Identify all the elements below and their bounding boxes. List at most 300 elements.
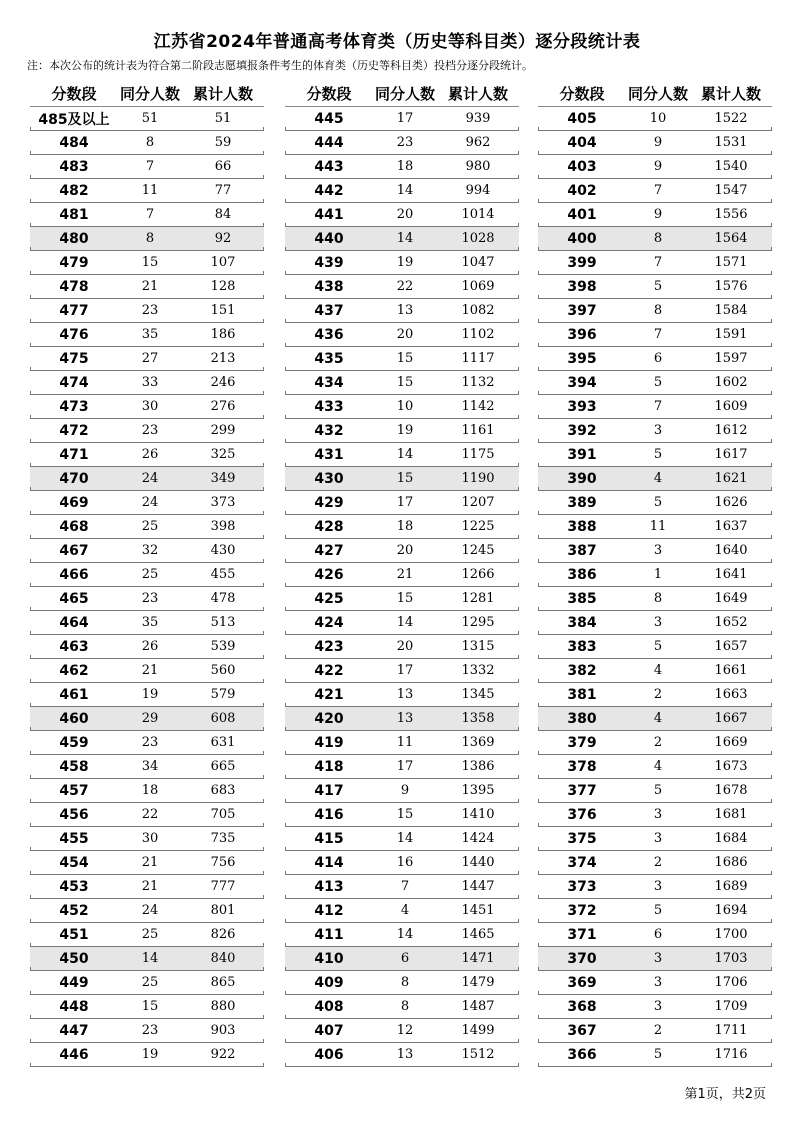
cumulative-cell: 299 [210, 423, 236, 438]
table-row [30, 611, 264, 635]
same-count-cell: 20 [396, 327, 414, 342]
same-count-cell: 23 [141, 1023, 159, 1038]
table-row [285, 779, 519, 803]
same-count-cell: 4 [653, 471, 663, 486]
same-count-cell: 19 [141, 687, 159, 702]
table-row [30, 203, 264, 227]
score-cell: 433 [314, 398, 344, 415]
same-count-cell: 18 [396, 159, 414, 174]
score-cell: 395 [567, 350, 597, 367]
cumulative-cell: 1424 [461, 831, 495, 846]
table-row [30, 731, 264, 755]
cumulative-cell: 1225 [461, 519, 495, 534]
score-cell: 477 [59, 302, 89, 319]
cumulative-cell: 1709 [714, 999, 748, 1014]
score-cell: 384 [567, 614, 597, 631]
table-row [285, 923, 519, 947]
score-cell: 457 [59, 782, 89, 799]
same-count-cell: 9 [653, 135, 663, 150]
table-row [285, 563, 519, 587]
same-count-cell: 2 [653, 735, 663, 750]
cumulative-cell: 1652 [714, 615, 748, 630]
cumulative-cell: 683 [210, 783, 236, 798]
table-row [30, 1019, 264, 1043]
score-cell: 385 [567, 590, 597, 607]
header-same-count: 同分人数 [627, 84, 688, 103]
same-count-cell: 17 [396, 663, 414, 678]
score-cell: 379 [567, 734, 597, 751]
same-count-cell: 3 [653, 807, 663, 822]
score-cell: 371 [567, 926, 597, 943]
cumulative-cell: 1161 [461, 423, 495, 438]
table-row [285, 851, 519, 875]
score-cell: 440 [314, 230, 344, 247]
table-column-2 [285, 80, 519, 1067]
score-cell: 459 [59, 734, 89, 751]
cumulative-cell: 1451 [461, 903, 495, 918]
cumulative-cell: 1673 [714, 759, 748, 774]
cumulative-cell: 213 [210, 351, 236, 366]
same-count-cell: 6 [653, 351, 663, 366]
cumulative-cell: 1576 [714, 279, 748, 294]
same-count-cell: 8 [653, 303, 663, 318]
same-count-cell: 5 [653, 903, 663, 918]
score-cell: 436 [314, 326, 344, 343]
cumulative-cell: 1332 [461, 663, 495, 678]
table-row [538, 635, 772, 659]
cumulative-cell: 1584 [714, 303, 748, 318]
table-column-1 [30, 80, 264, 1067]
same-count-cell: 10 [649, 111, 667, 126]
same-count-cell: 6 [653, 927, 663, 942]
same-count-cell: 27 [141, 351, 159, 366]
same-count-cell: 14 [141, 951, 159, 966]
table-row [285, 587, 519, 611]
score-cell: 448 [59, 998, 89, 1015]
cumulative-cell: 756 [210, 855, 236, 870]
score-cell: 419 [314, 734, 344, 751]
score-cell: 416 [314, 806, 344, 823]
table-row [538, 803, 772, 827]
cumulative-cell: 1689 [714, 879, 748, 894]
same-count-cell: 17 [396, 111, 414, 126]
cumulative-cell: 1540 [714, 159, 748, 174]
same-count-cell: 1 [653, 567, 663, 582]
score-cell: 409 [314, 974, 344, 991]
cumulative-cell: 962 [465, 135, 491, 150]
same-count-cell: 30 [141, 399, 159, 414]
cumulative-cell: 84 [214, 207, 232, 222]
same-count-cell: 14 [396, 231, 414, 246]
table-row [30, 179, 264, 203]
same-count-cell: 11 [396, 735, 414, 750]
score-cell: 441 [314, 206, 344, 223]
score-cell: 432 [314, 422, 344, 439]
cumulative-cell: 1512 [461, 1047, 495, 1062]
cumulative-cell: 1479 [461, 975, 495, 990]
same-count-cell: 3 [653, 543, 663, 558]
table-row [538, 683, 772, 707]
table-row [538, 779, 772, 803]
score-cell: 368 [567, 998, 597, 1015]
cumulative-cell: 1522 [714, 111, 748, 126]
cumulative-cell: 1465 [461, 927, 495, 942]
same-count-cell: 2 [653, 1023, 663, 1038]
same-count-cell: 13 [396, 303, 414, 318]
cumulative-cell: 939 [465, 111, 491, 126]
same-count-cell: 18 [141, 783, 159, 798]
cumulative-cell: 1597 [714, 351, 748, 366]
same-count-cell: 21 [141, 855, 159, 870]
cumulative-cell: 1621 [714, 471, 748, 486]
score-cell: 426 [314, 566, 344, 583]
cumulative-cell: 980 [465, 159, 491, 174]
same-count-cell: 13 [396, 1047, 414, 1062]
same-count-cell: 4 [653, 663, 663, 678]
table-row [538, 755, 772, 779]
same-count-cell: 8 [653, 591, 663, 606]
same-count-cell: 35 [141, 615, 159, 630]
cumulative-cell: 1641 [714, 567, 748, 582]
table-row [285, 707, 519, 731]
same-count-cell: 7 [145, 207, 155, 222]
cumulative-cell: 1703 [714, 951, 748, 966]
table-header [285, 80, 519, 107]
score-cell: 465 [59, 590, 89, 607]
table-row [285, 155, 519, 179]
table-row [30, 707, 264, 731]
table-row [30, 443, 264, 467]
table-row [30, 131, 264, 155]
cumulative-cell: 1471 [461, 951, 495, 966]
score-cell: 449 [59, 974, 89, 991]
table-row [285, 275, 519, 299]
score-cell: 393 [567, 398, 597, 415]
score-cell: 404 [567, 134, 597, 151]
same-count-cell: 3 [653, 999, 663, 1014]
table-row [538, 971, 772, 995]
score-cell: 439 [314, 254, 344, 271]
score-cell: 458 [59, 758, 89, 775]
table-row [30, 563, 264, 587]
cumulative-cell: 1047 [461, 255, 495, 270]
cumulative-cell: 430 [210, 543, 236, 558]
score-cell: 454 [59, 854, 89, 871]
table-row [538, 299, 772, 323]
cumulative-cell: 1612 [714, 423, 748, 438]
score-cell: 408 [314, 998, 344, 1015]
cumulative-cell: 1440 [461, 855, 495, 870]
header-score: 分数段 [306, 84, 352, 103]
table-row [30, 275, 264, 299]
table-row [538, 371, 772, 395]
same-count-cell: 21 [141, 663, 159, 678]
cumulative-cell: 1395 [461, 783, 495, 798]
cumulative-cell: 1487 [461, 999, 495, 1014]
same-count-cell: 3 [653, 975, 663, 990]
same-count-cell: 10 [396, 399, 414, 414]
same-count-cell: 7 [400, 879, 410, 894]
same-count-cell: 18 [396, 519, 414, 534]
table-row [538, 179, 772, 203]
score-cell: 391 [567, 446, 597, 463]
table-row [285, 683, 519, 707]
same-count-cell: 25 [141, 975, 159, 990]
table-row [285, 827, 519, 851]
cumulative-cell: 455 [210, 567, 236, 582]
score-cell: 443 [314, 158, 344, 175]
score-cell: 375 [567, 830, 597, 847]
cumulative-cell: 777 [210, 879, 236, 894]
same-count-cell: 6 [400, 951, 410, 966]
same-count-cell: 29 [141, 711, 159, 726]
score-cell: 468 [59, 518, 89, 535]
same-count-cell: 17 [396, 495, 414, 510]
score-cell: 425 [314, 590, 344, 607]
header-score: 分数段 [51, 84, 97, 103]
table-header [538, 80, 772, 107]
score-cell: 418 [314, 758, 344, 775]
cumulative-cell: 1694 [714, 903, 748, 918]
cumulative-cell: 1564 [714, 231, 748, 246]
score-cell: 386 [567, 566, 597, 583]
score-cell: 450 [59, 950, 89, 967]
table-row [285, 443, 519, 467]
cumulative-cell: 186 [210, 327, 236, 342]
cumulative-cell: 1386 [461, 759, 495, 774]
table-row [538, 275, 772, 299]
table-row [285, 179, 519, 203]
score-cell: 405 [567, 110, 597, 127]
score-cell: 464 [59, 614, 89, 631]
table-row [30, 899, 264, 923]
score-cell: 401 [567, 206, 597, 223]
table-row [285, 347, 519, 371]
score-cell: 452 [59, 902, 89, 919]
table-column-3 [538, 80, 772, 1067]
same-count-cell: 23 [396, 135, 414, 150]
score-cell: 483 [59, 158, 89, 175]
table-row [538, 587, 772, 611]
score-cell: 390 [567, 470, 597, 487]
table-row [538, 539, 772, 563]
score-cell: 434 [314, 374, 344, 391]
score-cell: 447 [59, 1022, 89, 1039]
header-cumulative: 累计人数 [447, 84, 508, 103]
same-count-cell: 24 [141, 471, 159, 486]
same-count-cell: 9 [653, 159, 663, 174]
same-count-cell: 11 [649, 519, 667, 534]
table-row [30, 251, 264, 275]
score-cell: 382 [567, 662, 597, 679]
header-cumulative: 累计人数 [192, 84, 253, 103]
score-cell: 400 [567, 230, 597, 247]
cumulative-cell: 1609 [714, 399, 748, 414]
score-cell: 411 [314, 926, 344, 943]
table-row [538, 827, 772, 851]
score-cell: 478 [59, 278, 89, 295]
score-cell: 370 [567, 950, 597, 967]
table-row [285, 659, 519, 683]
same-count-cell: 25 [141, 519, 159, 534]
cumulative-cell: 1547 [714, 183, 748, 198]
score-cell: 472 [59, 422, 89, 439]
same-count-cell: 30 [141, 831, 159, 846]
table-row [538, 995, 772, 1019]
score-cell: 471 [59, 446, 89, 463]
cumulative-cell: 1207 [461, 495, 495, 510]
same-count-cell: 19 [141, 1047, 159, 1062]
same-count-cell: 4 [653, 759, 663, 774]
same-count-cell: 14 [396, 447, 414, 462]
score-cell: 374 [567, 854, 597, 871]
score-cell: 373 [567, 878, 597, 895]
same-count-cell: 3 [653, 423, 663, 438]
score-cell: 430 [314, 470, 344, 487]
table-row [538, 947, 772, 971]
cumulative-cell: 1716 [714, 1047, 748, 1062]
same-count-cell: 26 [141, 639, 159, 654]
same-count-cell: 24 [141, 903, 159, 918]
cumulative-cell: 325 [210, 447, 236, 462]
table-row [538, 611, 772, 635]
cumulative-cell: 1661 [714, 663, 748, 678]
cumulative-cell: 1499 [461, 1023, 495, 1038]
score-cell: 394 [567, 374, 597, 391]
same-count-cell: 3 [653, 879, 663, 894]
table-row [285, 467, 519, 491]
table-row [30, 923, 264, 947]
score-cell: 388 [567, 518, 597, 535]
cumulative-cell: 51 [214, 111, 232, 126]
same-count-cell: 26 [141, 447, 159, 462]
cumulative-cell: 1175 [461, 447, 495, 462]
table-row [30, 827, 264, 851]
score-cell: 451 [59, 926, 89, 943]
table-row [538, 203, 772, 227]
same-count-cell: 14 [396, 927, 414, 942]
cumulative-cell: 1617 [714, 447, 748, 462]
score-cell: 460 [59, 710, 89, 727]
cumulative-cell: 1281 [461, 591, 495, 606]
table-row [538, 1019, 772, 1043]
same-count-cell: 15 [396, 807, 414, 822]
cumulative-cell: 1700 [714, 927, 748, 942]
same-count-cell: 12 [396, 1023, 414, 1038]
cumulative-cell: 1626 [714, 495, 748, 510]
cumulative-cell: 994 [465, 183, 491, 198]
score-cell: 466 [59, 566, 89, 583]
same-count-cell: 2 [653, 855, 663, 870]
same-count-cell: 24 [141, 495, 159, 510]
same-count-cell: 13 [396, 687, 414, 702]
table-row [285, 1043, 519, 1067]
cumulative-cell: 1669 [714, 735, 748, 750]
cumulative-cell: 66 [214, 159, 232, 174]
score-cell: 429 [314, 494, 344, 511]
score-cell: 428 [314, 518, 344, 535]
same-count-cell: 25 [141, 927, 159, 942]
table-row [30, 395, 264, 419]
score-cell: 410 [314, 950, 344, 967]
score-cell: 422 [314, 662, 344, 679]
same-count-cell: 19 [396, 255, 414, 270]
table-row [30, 347, 264, 371]
table-row [285, 971, 519, 995]
score-cell: 424 [314, 614, 344, 631]
cumulative-cell: 735 [210, 831, 236, 846]
table-row [30, 803, 264, 827]
same-count-cell: 15 [141, 999, 159, 1014]
table-row [538, 899, 772, 923]
table-row [538, 875, 772, 899]
table-row [30, 635, 264, 659]
score-cell: 383 [567, 638, 597, 655]
cumulative-cell: 1266 [461, 567, 495, 582]
score-cell: 455 [59, 830, 89, 847]
table-row [30, 995, 264, 1019]
score-cell: 480 [59, 230, 89, 247]
score-cell: 399 [567, 254, 597, 271]
same-count-cell: 8 [145, 135, 155, 150]
table-row [538, 395, 772, 419]
cumulative-cell: 903 [210, 1023, 236, 1038]
cumulative-cell: 840 [210, 951, 236, 966]
same-count-cell: 25 [141, 567, 159, 582]
same-count-cell: 5 [653, 495, 663, 510]
table-row [30, 467, 264, 491]
score-cell: 463 [59, 638, 89, 655]
table-row [538, 107, 772, 131]
same-count-cell: 14 [396, 831, 414, 846]
same-count-cell: 5 [653, 375, 663, 390]
header-cumulative: 累计人数 [700, 84, 761, 103]
page-title: 江苏省2024年普通高考体育类（历史等科目类）逐分段统计表 [153, 32, 641, 52]
cumulative-cell: 373 [210, 495, 236, 510]
table-row [285, 539, 519, 563]
same-count-cell: 23 [141, 303, 159, 318]
same-count-cell: 15 [396, 471, 414, 486]
score-cell: 369 [567, 974, 597, 991]
same-count-cell: 7 [145, 159, 155, 174]
table-row [538, 443, 772, 467]
cumulative-cell: 1447 [461, 879, 495, 894]
table-row [538, 155, 772, 179]
same-count-cell: 5 [653, 447, 663, 462]
score-cell: 475 [59, 350, 89, 367]
score-cell: 367 [567, 1022, 597, 1039]
same-count-cell: 34 [141, 759, 159, 774]
cumulative-cell: 276 [210, 399, 236, 414]
table-row [285, 731, 519, 755]
score-cell: 387 [567, 542, 597, 559]
table-row [538, 1043, 772, 1067]
score-cell: 438 [314, 278, 344, 295]
same-count-cell: 23 [141, 423, 159, 438]
table-header [30, 80, 264, 107]
table-row [285, 899, 519, 923]
score-cell: 481 [59, 206, 89, 223]
table-row [285, 1019, 519, 1043]
cumulative-cell: 1556 [714, 207, 748, 222]
score-cell: 461 [59, 686, 89, 703]
table-row [30, 419, 264, 443]
cumulative-cell: 92 [214, 231, 232, 246]
table-row [30, 971, 264, 995]
score-cell: 406 [314, 1046, 344, 1063]
score-cell: 437 [314, 302, 344, 319]
cumulative-cell: 1686 [714, 855, 748, 870]
